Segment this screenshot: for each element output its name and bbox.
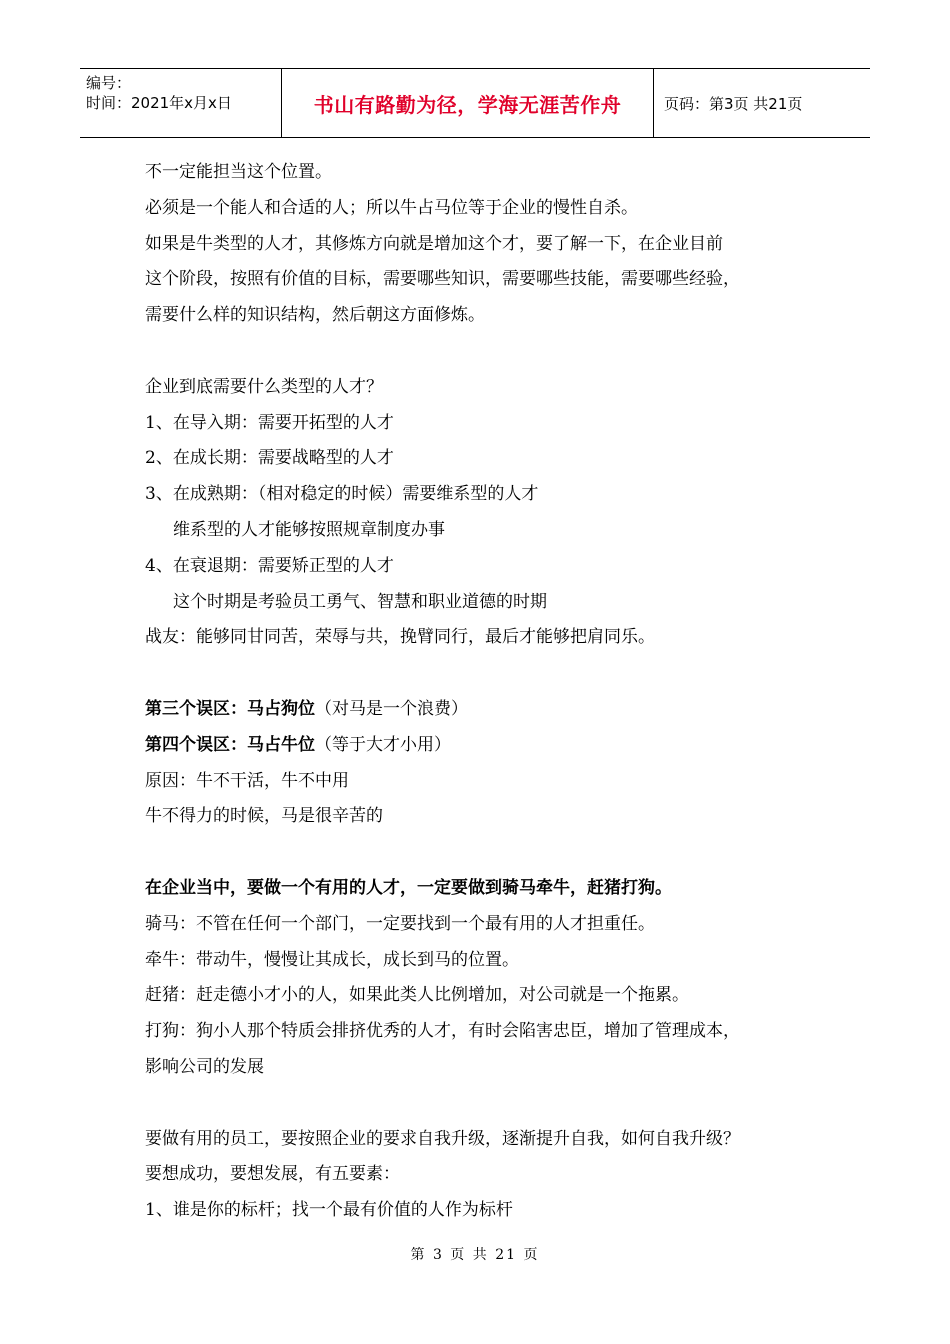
date-label: 时间：2021年x月x日	[86, 94, 232, 112]
paragraph-line: 要做有用的员工，要按照企业的要求自我升级，逐渐提升自我，如何自我升级？	[145, 1128, 740, 1149]
paragraph-line: 骑马：不管在任何一个部门，一定要找到一个最有用的人才担重任。	[145, 913, 655, 934]
header-page-info: 页码：第3页 共21页	[664, 94, 803, 113]
misconception-title: 第三个误区：马占狗位	[145, 698, 315, 719]
misconception-heading-3	[145, 692, 825, 728]
blank-line	[145, 1086, 825, 1122]
blank-line	[145, 334, 825, 370]
list-item-note: 维系型的人才能够按照规章制度办事	[173, 519, 445, 540]
blank-line	[145, 656, 825, 692]
misconception-heading-4	[145, 728, 825, 764]
misconception-note: （对马是一个浪费）	[315, 698, 468, 719]
paragraph-line: 牛不得力的时候，马是很辛苦的	[145, 806, 383, 827]
list-item: 1、谁是你的标杆；找一个最有价值的人作为标杆	[145, 1200, 513, 1221]
code-label: 编号：	[86, 74, 132, 92]
list-item-note: 这个时期是考验员工勇气、智慧和职业道德的时期	[173, 591, 547, 612]
paragraph-line: 如果是牛类型的人才，其修炼方向就是增加这个才，要了解一下，在企业目前	[145, 233, 723, 254]
paragraph-line: 赶猪：赶走德小才小的人，如果此类人比例增加，对公司就是一个拖累。	[145, 985, 689, 1006]
blank-line	[145, 835, 825, 871]
header-meta	[80, 69, 282, 137]
list-item: 1、在导入期：需要开拓型的人才	[145, 412, 394, 433]
paragraph-line: 影响公司的发展	[145, 1056, 264, 1077]
paragraph-line: 牵牛：带动牛，慢慢让其成长，成长到马的位置。	[145, 949, 519, 970]
document-body	[145, 155, 825, 1229]
list-item: 2、在成长期：需要战略型的人才	[145, 448, 394, 469]
misconception-title: 第四个误区：马占牛位	[145, 734, 315, 755]
misconception-note: （等于大才小用）	[315, 734, 451, 755]
paragraph-line: 必须是一个能人和合适的人；所以牛占马位等于企业的慢性自杀。	[145, 197, 638, 218]
paragraph-line: 要想成功，要想发展，有五要素：	[145, 1164, 400, 1185]
page-header	[80, 68, 870, 138]
list-item: 4、在衰退期：需要矫正型的人才	[145, 555, 394, 576]
paragraph-line: 需要什么样的知识结构，然后朝这方面修炼。	[145, 305, 485, 326]
list-item: 3、在成熟期：（相对稳定的时候）需要维系型的人才	[145, 484, 539, 505]
paragraph-line: 这个阶段，按照有价值的目标，需要哪些知识，需要哪些技能，需要哪些经验，	[145, 269, 740, 290]
paragraph-line: 原因：牛不干活，牛不中用	[145, 770, 349, 791]
section-question: 企业到底需要什么类型的人才？	[145, 376, 383, 397]
header-motto: 书山有路勤为径，学海无涯苦作舟	[282, 69, 654, 137]
paragraph-line: 战友：能够同甘同苦，荣辱与共，挽臂同行，最后才能够把肩同乐。	[145, 627, 655, 648]
bold-statement: 在企业当中，要做一个有用的人才，一定要做到骑马牵牛，赶猪打狗。	[145, 877, 672, 898]
paragraph-line: 打狗：狗小人那个特质会排挤优秀的人才，有时会陷害忠臣，增加了管理成本，	[145, 1021, 740, 1042]
paragraph-line: 不一定能担当这个位置。	[145, 162, 332, 182]
page-footer: 第 3 页 共 21 页	[410, 1247, 540, 1263]
